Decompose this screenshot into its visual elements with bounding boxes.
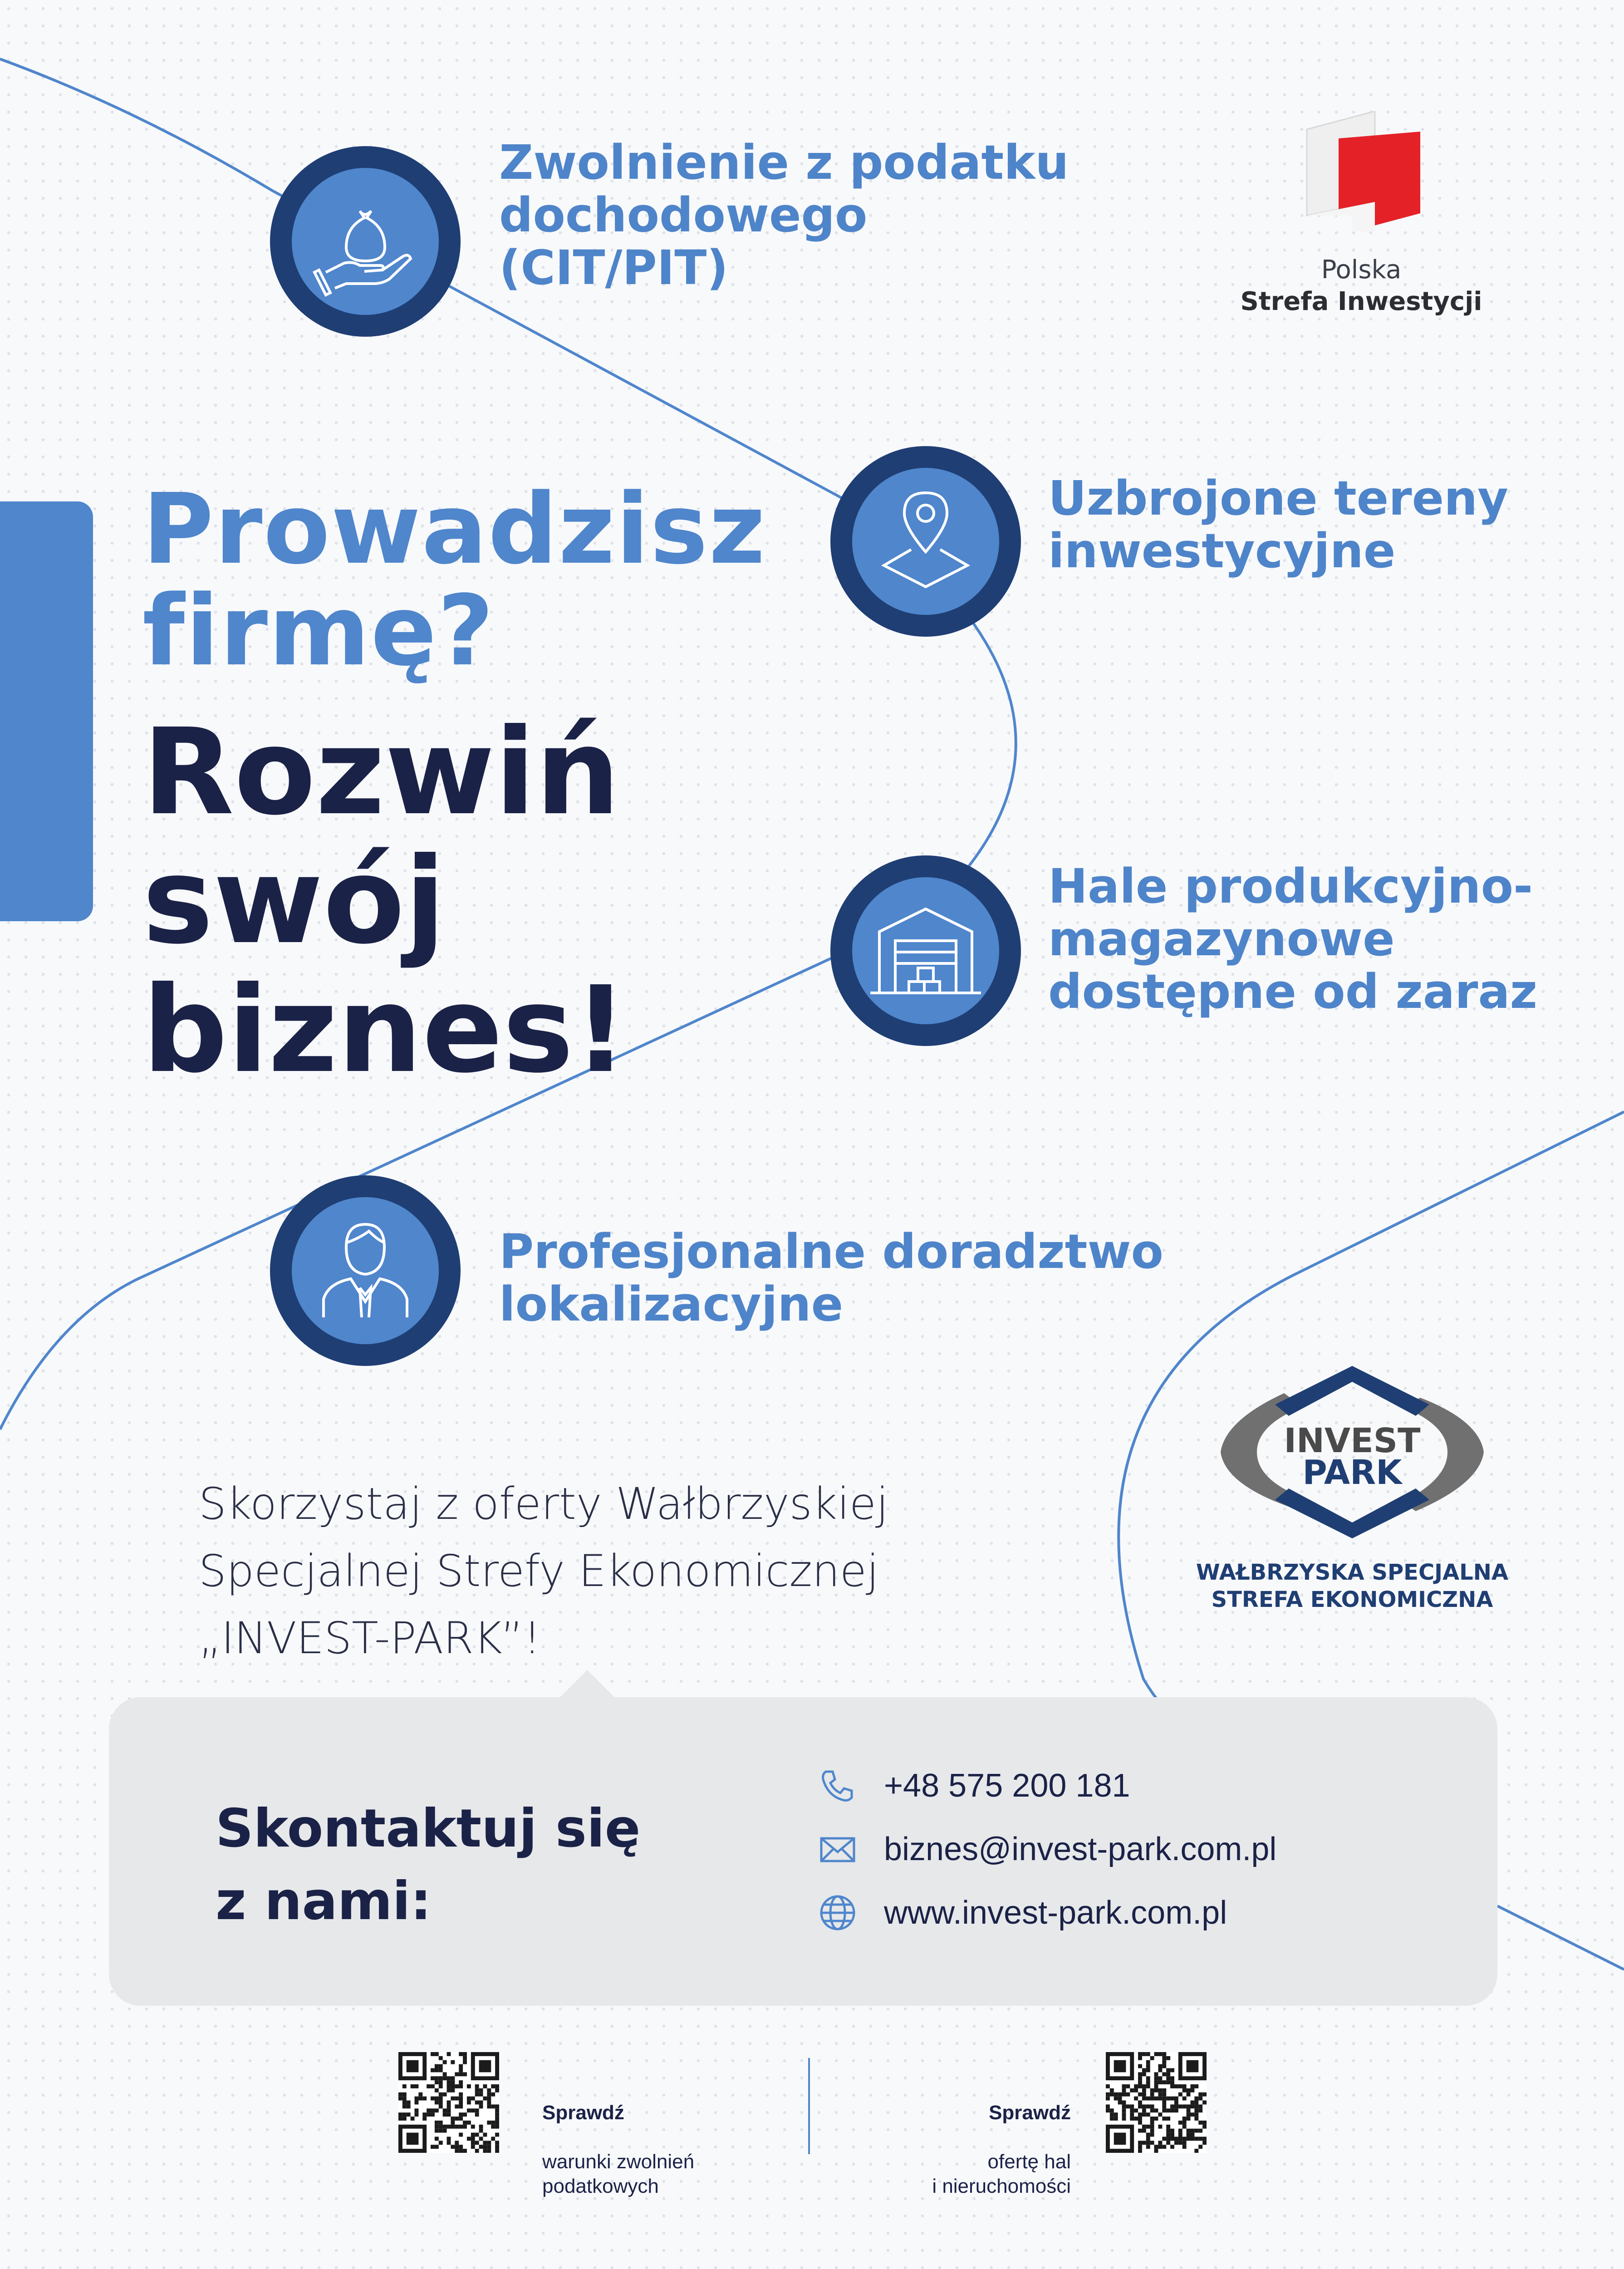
feature-land-circle [830,446,1021,637]
phone-icon [817,1765,859,1807]
qr-hall-label-bold: Sprawdź [989,2102,1071,2124]
accent-sidebar [0,501,93,921]
contact-website[interactable]: www.invest-park.com.pl [884,1895,1227,1931]
map-pin-icon [852,468,999,615]
qr-hall-label [844,2076,1071,2199]
contact-email[interactable]: biznes@invest-park.com.pl [884,1831,1277,1867]
feature-land-text: Uzbrojone tereny inwestycyjne [1048,471,1508,579]
contact-title: Skontaktuj się z nami: [216,1798,641,1932]
qr-code-tax[interactable] [398,2052,499,2153]
invest-park-word1: INVEST [1284,1421,1421,1460]
feature-tax-text: Zwolnienie z podatku dochodowego (CIT/PIT) [499,135,1069,295]
offer-text: Skorzystaj z oferty Wałbrzyskiej Specjalnej Strefy Ekonomicznej „INVEST-PARK”! [199,1478,888,1664]
contact-phone[interactable]: +48 575 200 181 [884,1768,1130,1804]
corner-line [1497,1906,1624,1969]
contact-phone-row[interactable] [817,1763,1130,1808]
invest-park-caption-line1: WAŁBRZYSKA SPECJALNA [1196,1560,1509,1585]
invest-park-caption-line2: STREFA EKONOMICZNA [1211,1587,1493,1612]
contact-website-row[interactable] [817,1890,1227,1935]
invest-park-logo-mark [1207,1361,1497,1543]
warehouse-icon [852,877,999,1024]
qr-tax-label [542,2076,694,2199]
consultant-icon [292,1197,439,1344]
headline-question: Prowadzisz firmę? [142,473,766,688]
envelope-icon [817,1828,859,1870]
pis-logo-line2: Strefa Inwestycji [1240,287,1482,316]
headline-call: Rozwiń swój biznes! [142,703,628,1099]
feature-hall-text: Hale produkcyjno- magazynowe dostępne od zaraz [1048,859,1538,1019]
contact-box-notch [558,1670,616,1699]
pis-logo-line1: Polska [1321,255,1402,285]
money-bag-hand-icon [292,168,439,315]
invest-park-word2: PARK [1302,1453,1402,1492]
qr-tax-label-bold: Sprawdź [542,2102,624,2124]
feature-advice-circle [270,1175,461,1366]
feature-advice-text: Profesjonalne doradztwo lokalizacyjne [499,1224,1163,1332]
qr-code-hall[interactable] [1106,2052,1207,2153]
qr-hall-label-text: ofertę hal i nieruchomości [932,2151,1071,2197]
feature-tax-circle [270,146,461,337]
qr-tax-label-text: warunki zwolnień podatkowych [542,2151,695,2197]
qr-divider [808,2058,810,2154]
globe-icon [817,1892,859,1934]
pis-logo-mark [1298,111,1425,238]
pis-logo-text [1225,254,1497,318]
contact-email-row[interactable] [817,1827,1276,1872]
invest-park-caption [1162,1559,1543,1613]
feature-hall-circle [830,855,1021,1046]
